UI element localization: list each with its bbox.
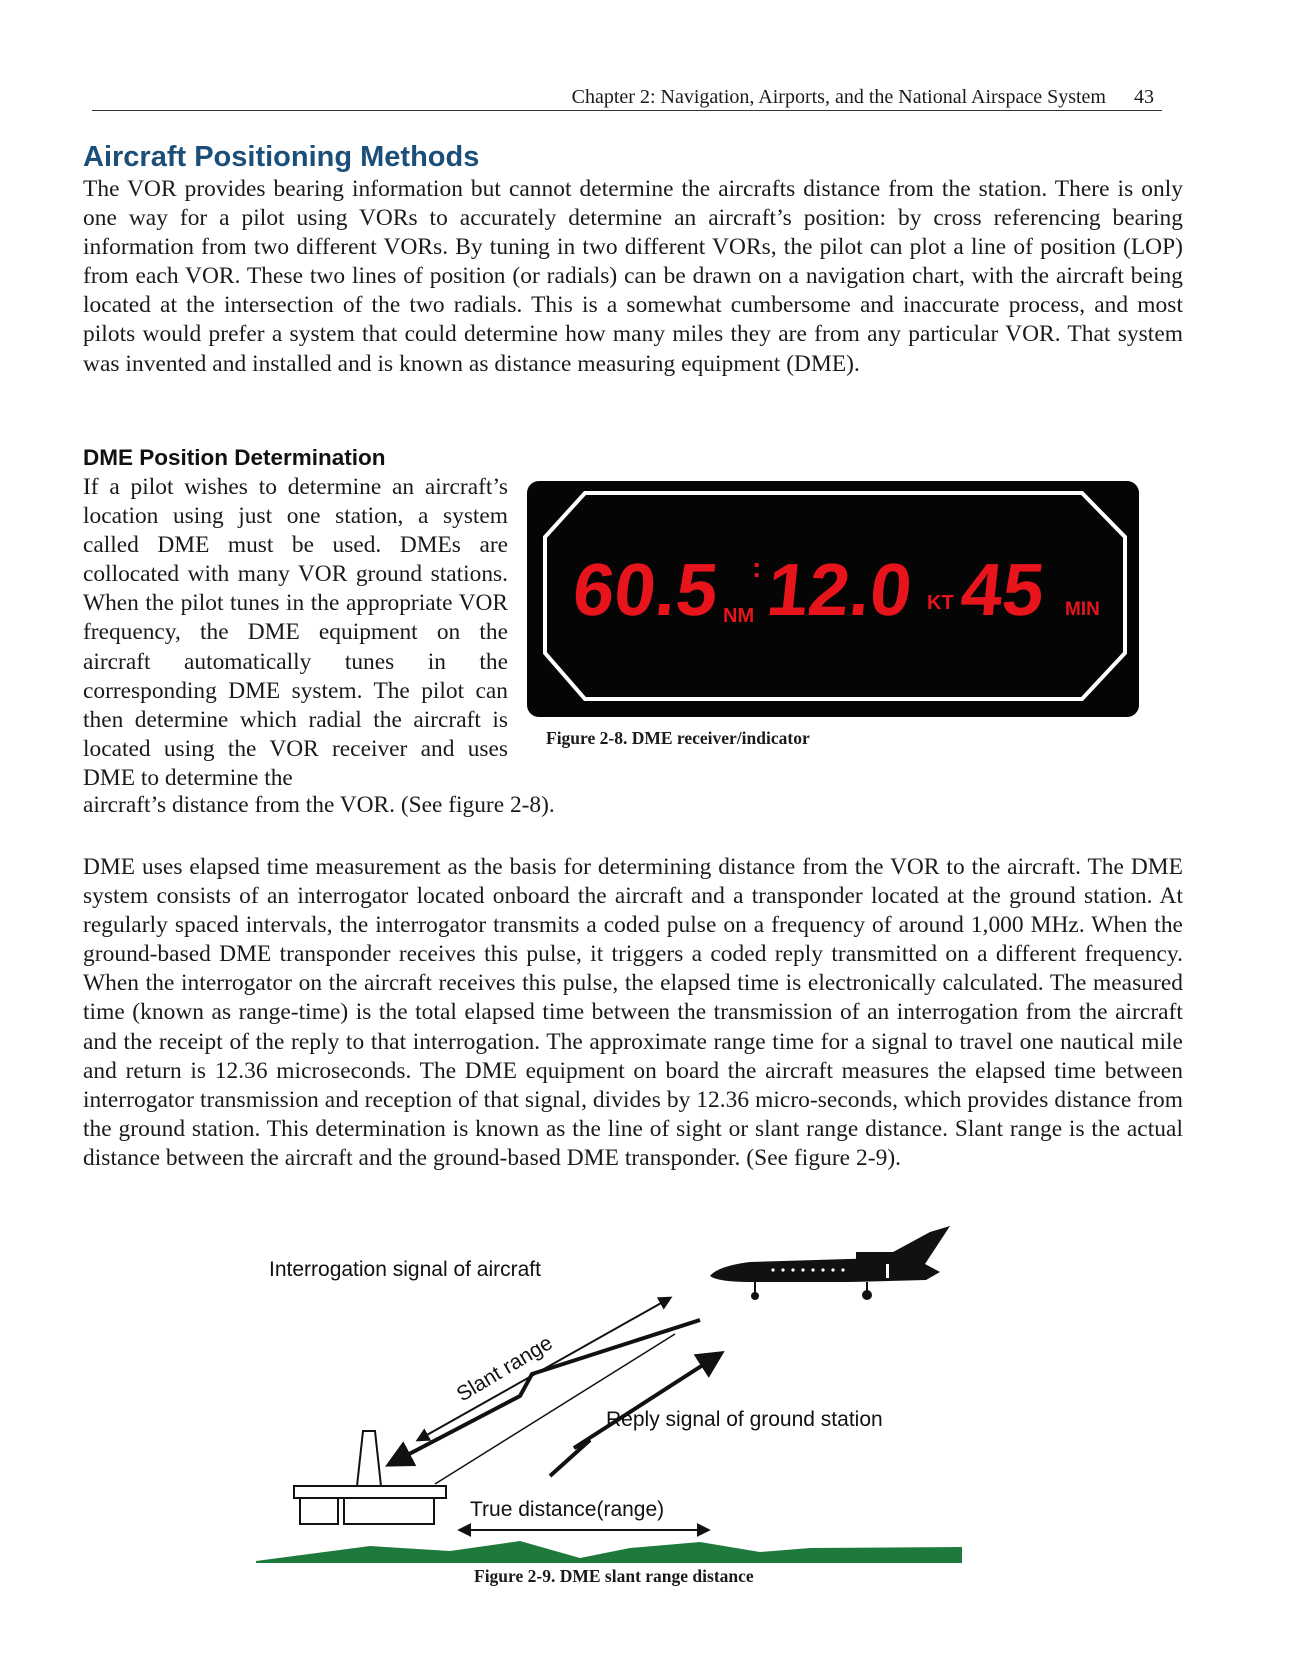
section-title: Aircraft Positioning Methods: [83, 141, 480, 173]
distance-readout: 60.5: [569, 548, 722, 631]
reply-signal-label: Reply signal of ground station: [606, 1408, 883, 1431]
figure-2-9-caption: Figure 2-9. DME slant range distance: [474, 1566, 754, 1586]
chapter-title: Chapter 2: Navigation, Airports, and the National Airspace System: [571, 86, 1106, 108]
speed-readout: 12.0: [763, 548, 916, 631]
dme-paragraph: [83, 473, 555, 818]
distance-unit: NM: [723, 605, 755, 627]
running-header: [92, 86, 1162, 111]
dme-paragraph-last-line: aircraft’s distance from the VOR. (See figure 2-8).: [83, 792, 555, 818]
ground-terrain: [256, 1541, 962, 1563]
slant-range-label: Slant range: [452, 1331, 557, 1407]
speed-unit: KT: [927, 592, 954, 614]
aircraft-icon: [710, 1226, 950, 1300]
time-readout: 45: [957, 548, 1049, 631]
subsection-title: DME Position Determination: [83, 445, 386, 470]
dme-indicator-figure: [527, 481, 1139, 717]
elapsed-time-paragraph: DME uses elapsed time measurement as the basis for determining distance from the VOR to the aircraft. The DME system consists of an interrogator located onboard the aircraft and a transponder located at the ground station. At regularly spaced intervals, the interrogator transmits a coded pulse on a frequency of around 1,000 MHz. When the ground-based DME transponder receives this pulse, it triggers a coded reply transmitted on a different frequency. When the interrogator on the aircraft receives this pulse, the elapsed time is electronically calculated. The measured time (known as range-time) is the total elapsed time between the transmission of an interrogation from the aircraft and the receipt of the reply to that interrogation. The approximate range time for a signal to travel one nautical mile and return is 12.36 microseconds. The DME equipment on board the aircraft measures the elapsed time between interrogator transmission and reception of that signal, divides by 12.36 micro-seconds, which provides distance from the ground station. This determination is known as the line of sight or slant range distance. Slant range is the actual distance between the aircraft and the ground-based DME transponder. (See figure 2-9).: [83, 854, 1183, 1171]
page-number: 43: [1134, 86, 1154, 108]
display-separator: :: [752, 552, 762, 583]
intro-paragraph: The VOR provides bearing information but cannot determine the aircrafts distance from the station. There is only one way for a pilot using VORs to accurately determine an aircraft’s position: by cross referencing bearing information from two different VORs. By tuning in two different VORs, the pilot can plot a line of position (LOP) from each VOR. These two lines of position (or radials) can be drawn on a navigation chart, with the aircraft being located at the intersection of the two radials. This is a somewhat cumbersome and inaccurate process, and most pilots would prefer a system that could determine how many miles they are from any particular VOR. That system was invented and installed and is known as distance measuring equipment (DME).: [83, 176, 1183, 377]
interrogation-label: Interrogation signal of aircraft: [269, 1258, 541, 1281]
dme-paragraph-body: If a pilot wishes to determine an aircraft’s location using just one station, a system called DME must be used. DMEs are collocated with many VOR ground stations. When the pilot tunes in the appropriate VOR frequency, the DME equipment on the aircraft automatically tunes in the corresponding DME system. The pilot can then determine which radial the aircraft is located using the VOR receiver and uses DME to determine the: [83, 474, 508, 791]
slant-range-figure: [250, 1226, 1030, 1568]
figure-2-8-caption: Figure 2-8. DME receiver/indicator: [546, 728, 810, 748]
true-distance-label: True distance(range): [470, 1498, 665, 1521]
time-unit: MIN: [1065, 599, 1100, 620]
